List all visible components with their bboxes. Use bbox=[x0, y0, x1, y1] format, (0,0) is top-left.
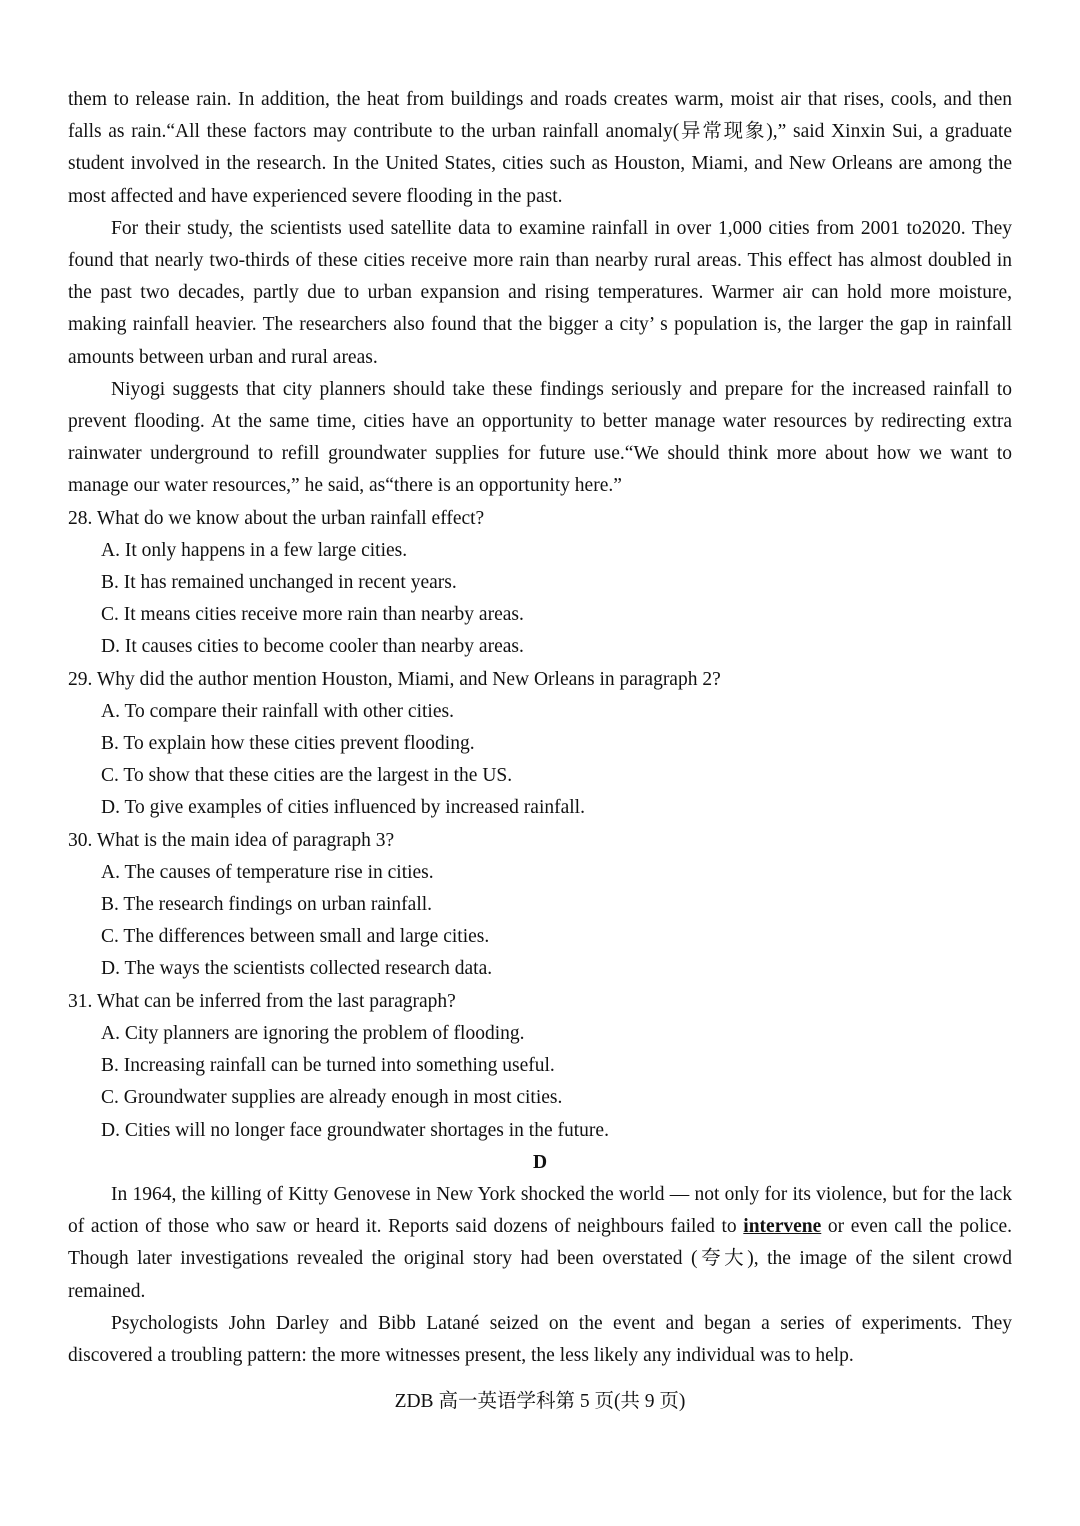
question-30 bbox=[68, 825, 1012, 986]
option-d: D. To give examples of cities influenced by increased rainfall. bbox=[101, 797, 585, 819]
passage-paragraph-1: them to release rain. In addition, the heat from buildings and roads creates warm, moist air that rises, cools, and then falls as rain.“All these factors may contribute to the urban rainfall anomaly(异常现象),” said Xinxin Sui, a graduate student involved in the research. In the United States, cities such as Houston, Miami, and New Orleans are among the most affected and have experienced severe flooding in the past. bbox=[68, 89, 1012, 207]
option-c: C. To show that these cities are the largest in the US. bbox=[101, 765, 513, 787]
option-a: A. It only happens in a few large cities. bbox=[101, 539, 408, 561]
underlined-keyword: intervene bbox=[743, 1216, 822, 1238]
passage-paragraph-2: For their study, the scientists used satellite data to examine rainfall in over 1,000 cities from 2001 to2020. They found that nearly two-thirds of these cities receive more rain than nearby rural areas. This effect has almost doubled in the past two decades, partly due to urban expansion and rising temperatures. Warmer air can hold more moisture, making rainfall heavier. The researchers also found that the bigger a city’ s population is, the larger the gap in rainfall amounts between urban and rural areas. bbox=[68, 217, 1012, 368]
section-d-heading: D bbox=[532, 1151, 548, 1173]
option-b: B. It has remained unchanged in recent years. bbox=[101, 572, 457, 594]
option-b: B. The research findings on urban rainfall. bbox=[101, 894, 433, 916]
option-d: D. Cities will no longer face groundwater shortages in the future. bbox=[101, 1119, 609, 1141]
question-31 bbox=[68, 986, 1012, 1147]
section-d-paragraph-2: Psychologists John Darley and Bibb Latané seized on the event and began a series of experiments. They discovered a troubling pattern: the more witnesses present, the less likely any individual was to help. bbox=[68, 1312, 1012, 1366]
question-28 bbox=[68, 503, 1012, 664]
question-stem: 31. What can be inferred from the last paragraph? bbox=[68, 990, 456, 1012]
paragraph-text: In 1964, the killing of Kitty Genovese in New York shocked the world — not only for its violence, but for the lack of action of those who saw or heard it. Reports said dozens of neighbours failed to bbox=[68, 1183, 1012, 1238]
option-a: A. City planners are ignoring the problem of flooding. bbox=[101, 1022, 525, 1044]
option-a: A. To compare their rainfall with other cities. bbox=[101, 700, 454, 722]
option-a: A. The causes of temperature rise in cities. bbox=[101, 861, 434, 883]
option-c: C. It means cities receive more rain than nearby areas. bbox=[101, 604, 524, 626]
question-stem: 30. What is the main idea of paragraph 3? bbox=[68, 829, 395, 851]
paragraph-text: or even call the police. Though later investigations revealed the original story had been overstated (夸大), the image of the silent crowd remained. bbox=[68, 1216, 1012, 1302]
option-d: D. The ways the scientists collected research data. bbox=[101, 958, 493, 980]
question-stem: 29. Why did the author mention Houston, Miami, and New Orleans in paragraph 2? bbox=[68, 668, 721, 690]
option-d: D. It causes cities to become cooler than nearby areas. bbox=[101, 636, 524, 658]
option-b: B. Increasing rainfall can be turned into something useful. bbox=[101, 1055, 555, 1077]
question-stem: 28. What do we know about the urban rainfall effect? bbox=[68, 507, 485, 529]
option-c: C. Groundwater supplies are already enough in most cities. bbox=[101, 1087, 563, 1109]
section-d-paragraph-1 bbox=[68, 1179, 1012, 1308]
question-29 bbox=[68, 664, 1012, 825]
option-c: C. The differences between small and large cities. bbox=[101, 926, 490, 948]
page-footer: ZDB 高一英语学科第 5 页(共 9 页) bbox=[394, 1391, 686, 1412]
option-b: B. To explain how these cities prevent flooding. bbox=[101, 733, 475, 755]
passage-paragraph-3: Niyogi suggests that city planners should take these findings seriously and prepare for the increased rainfall to prevent flooding. At the same time, cities have an opportunity to better manage water resources by redirecting extra rainwater underground to refill groundwater supplies for future use.“We should think more about how we want to manage our water resources,” he said, as“there is an opportunity here.” bbox=[68, 378, 1012, 497]
exam-page bbox=[68, 84, 1012, 1372]
